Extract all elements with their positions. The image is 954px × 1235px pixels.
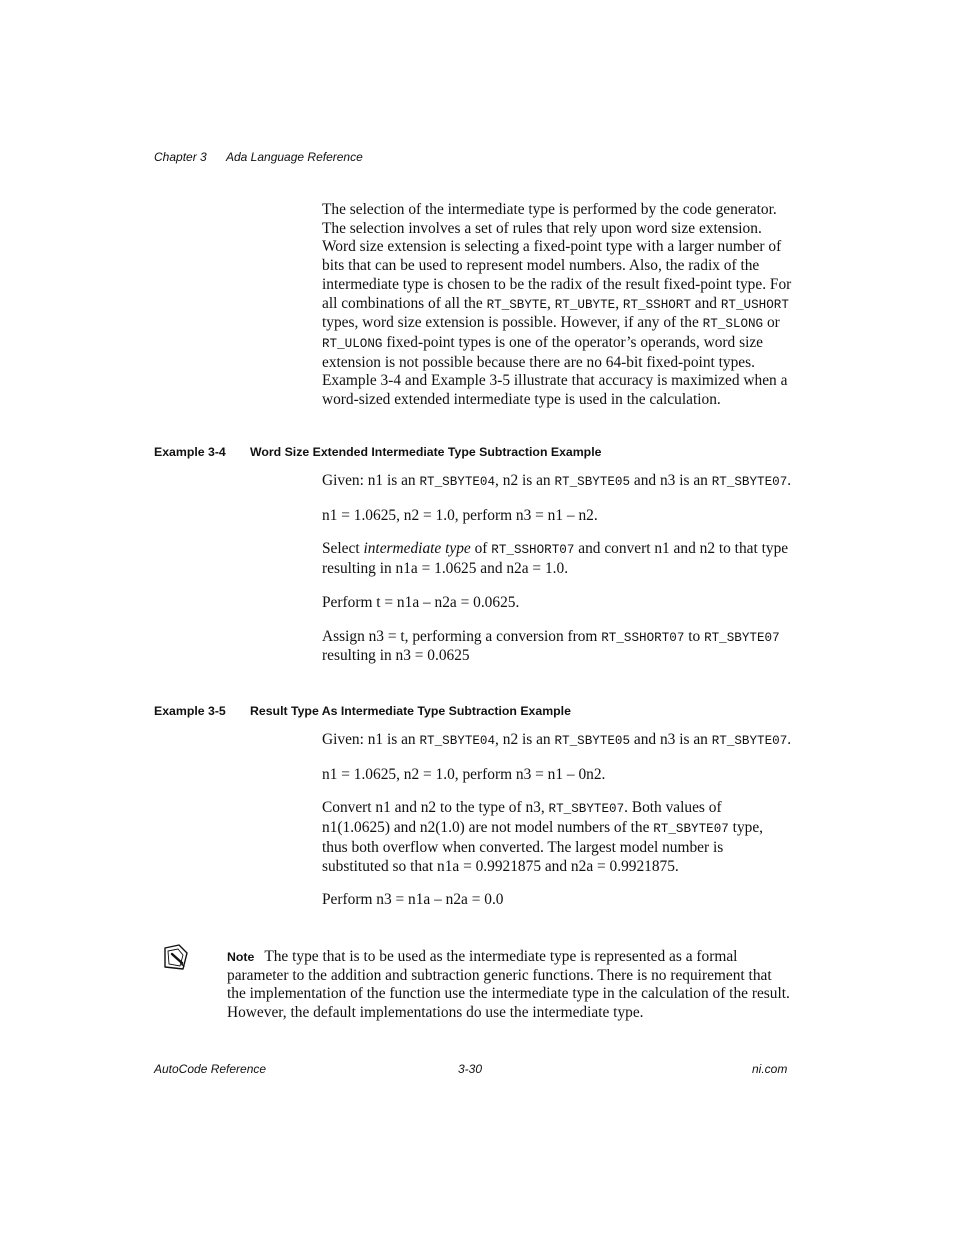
text: . Both values of n1(1.0625) and n2(1.0) are not model numbers of the xyxy=(322,799,722,837)
code: RT_SBYTE07 xyxy=(711,475,788,489)
code-rt-sbyte: RT_SBYTE xyxy=(486,297,548,312)
intro-text: , xyxy=(615,294,623,312)
ex4-select xyxy=(322,540,792,578)
code: RT_SSHORT07 xyxy=(491,543,575,558)
text: and n3 is an xyxy=(630,731,712,748)
intro-text: and xyxy=(690,294,721,312)
ex5-values: n1 = 1.0625, n2 = 1.0, perform n3 = n1 – 0n2. xyxy=(322,765,606,783)
note-block xyxy=(227,948,792,1023)
note-label: Note xyxy=(227,950,255,964)
intro-text: or xyxy=(763,314,780,332)
footer-website: ni.com xyxy=(752,1062,788,1076)
code: RT_SBYTE07 xyxy=(548,802,625,817)
emphasis: intermediate type xyxy=(363,540,471,558)
code: RT_SSHORT07 xyxy=(601,630,685,645)
text: type, thus both overflow when converted. The largest model number is substituted so that n1a = 0.9921875 and n2a = 0.9921875. xyxy=(322,819,764,875)
text: to xyxy=(684,627,705,645)
note-text: The type that is to be used as the intermediate type is represented as a formal parameter to the addition and subtraction generic functions. There is no requirement that the implementation of the function use the intermediate type in the calculation of the result. However, the default implementations do use the intermediate type. xyxy=(227,948,790,1022)
example-number: Example 3-4 xyxy=(154,445,226,459)
intro-text: fixed-point types is one of the operator’s operands, word size extension is not possible because there are no 64-bit fixed-point types. Example 3-4 and Example 3-5 illustrate that accuracy is maximized when a word-sized extended intermediate type is used in the calculation. xyxy=(322,333,788,409)
code: RT_SBYTE04 xyxy=(419,475,496,489)
code: RT_SBYTE04 xyxy=(419,734,496,748)
text: and n3 is an xyxy=(630,472,712,489)
text: Select xyxy=(322,540,364,558)
code: RT_SBYTE07 xyxy=(704,630,780,645)
example-title: Word Size Extended Intermediate Type Subtraction Example xyxy=(250,445,602,459)
text: resulting in n3 = 0.0625 xyxy=(322,647,470,665)
text: . xyxy=(787,731,792,748)
example-3-5-heading xyxy=(154,704,571,718)
text: , n2 is an xyxy=(495,472,555,489)
code-rt-ulong: RT_ULONG xyxy=(322,336,383,351)
code-rt-sshort: RT_SSHORT xyxy=(622,297,691,312)
example-3-5-body xyxy=(322,731,792,910)
ex4-values: n1 = 1.0625, n2 = 1.0, perform n3 = n1 – n2. xyxy=(322,506,598,524)
code: RT_SBYTE05 xyxy=(554,475,631,489)
code-rt-slong: RT_SLONG xyxy=(702,317,764,332)
code-rt-ushort: RT_USHORT xyxy=(720,297,789,312)
code-rt-ubyte: RT_UBYTE xyxy=(554,297,616,312)
code: RT_SBYTE05 xyxy=(554,734,631,748)
text: of xyxy=(470,540,492,558)
running-header xyxy=(154,150,363,164)
text: . xyxy=(787,472,792,489)
example-3-4-body xyxy=(322,472,792,666)
example-number: Example 3-5 xyxy=(154,704,226,718)
ex4-perform: Perform t = n1a – n2a = 0.0625. xyxy=(322,593,520,611)
code: RT_SBYTE07 xyxy=(653,822,729,837)
code: RT_SBYTE07 xyxy=(711,734,788,748)
intro-paragraph xyxy=(322,201,792,410)
ex5-given xyxy=(322,731,792,751)
text: Convert n1 and n2 to the type of n3, xyxy=(322,799,549,817)
footer-doc-title: AutoCode Reference xyxy=(154,1062,267,1076)
intro-text: types, word size extension is possible. However, if any of the xyxy=(322,314,703,332)
note-pencil-icon xyxy=(161,942,191,972)
example-3-4-heading xyxy=(154,445,601,459)
ex5-convert xyxy=(322,799,792,876)
text: Given: n1 is an xyxy=(322,731,420,748)
example-title: Result Type As Intermediate Type Subtraction Example xyxy=(250,704,571,718)
ex4-assign xyxy=(322,628,792,666)
intro-text: , xyxy=(547,294,555,312)
text: Assign n3 = t, performing a conversion from xyxy=(322,627,602,645)
chapter-label: Chapter 3 xyxy=(154,150,207,164)
intro-text: The selection of the intermediate type is performed by the code generator. The selection involves a set of rules that rely upon word size extension. Word size extension is selecting a fixed-point type with a larger number of bits that can be used to represent model numbers. Also, the radix of the intermediate type is chosen to be the radix of the result fixed-point type. For all combinations of all the xyxy=(322,201,792,312)
chapter-title: Ada Language Reference xyxy=(226,150,363,164)
footer-page-number: 3-30 xyxy=(458,1062,483,1076)
text: Given: n1 is an xyxy=(322,472,420,489)
text: and convert n1 and n2 to that type resulting in n1a = 1.0625 and n2a = 1.0. xyxy=(322,540,789,578)
ex5-perform: Perform n3 = n1a – n2a = 0.0 xyxy=(322,891,504,909)
ex4-given xyxy=(322,472,792,492)
text: , n2 is an xyxy=(495,731,555,748)
